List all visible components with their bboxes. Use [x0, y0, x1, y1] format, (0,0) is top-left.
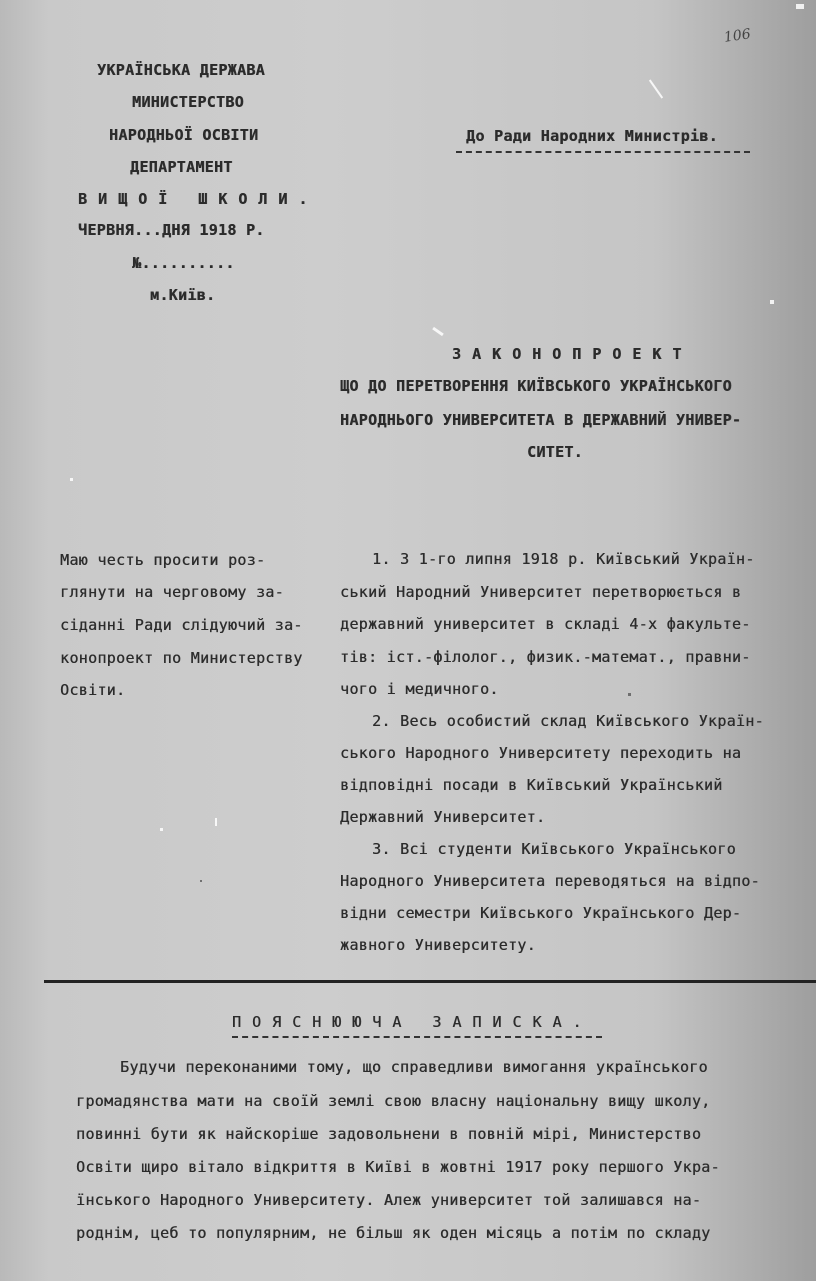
- article-line: чого і медичного.: [340, 680, 499, 698]
- addressee-underline: [456, 151, 750, 153]
- note-title-underline: [232, 1036, 602, 1038]
- scan-speck: [649, 79, 663, 98]
- article-line: ський Народний Университет перетворюється в: [340, 583, 742, 601]
- note-title: ПОЯСНЮЮЧА ЗАПИСКА.: [232, 1013, 593, 1031]
- bill-subtitle-line: НАРОДНЬОГО УНИВЕРСИТЕТА В ДЕРЖАВНИЙ УНИВЕР-: [340, 411, 742, 429]
- scan-speck: [200, 880, 202, 882]
- article-line: жавного Университету.: [340, 936, 536, 954]
- note-line: повинні бути як найскоріше задовольнени в повній мірі, Министерство: [76, 1125, 702, 1143]
- bill-subtitle-line: ЩО ДО ПЕРЕТВОРЕННЯ КИЇВСЬКОГО УКРАЇНСЬКОГО: [340, 377, 732, 395]
- request-line: Освіти.: [60, 681, 126, 699]
- bill-subtitle-line: СИТЕТ.: [527, 443, 583, 461]
- article-line: 1. З 1-го липня 1918 р. Київський Україн-: [372, 550, 755, 568]
- header-line-number: №..........: [132, 254, 235, 272]
- scan-speck: [796, 4, 804, 9]
- scan-speck: [628, 693, 631, 696]
- article-line: Державний Университет.: [340, 808, 546, 826]
- article-line: Народного Университета переводяться на відпо-: [340, 872, 760, 890]
- note-line: громадянства мати на своїй землі свою власну національну вищу школу,: [76, 1092, 711, 1110]
- scan-speck: [160, 828, 163, 831]
- request-line: Маю честь просити роз-: [60, 551, 266, 569]
- scan-speck: [770, 300, 774, 304]
- note-line: Будучи переконаними тому, що справедливи вимогання українського: [120, 1058, 708, 1076]
- note-line: їнського Народного Университету. Алеж университет той залишався на-: [76, 1191, 702, 1209]
- article-line: тів: іст.-філолог., физик.-матемaт., правни-: [340, 648, 751, 666]
- note-line: роднім, цеб то популярним, не більш як оден місяць а потім по складу: [76, 1224, 711, 1242]
- header-line-school: ВИЩОЇ ШКОЛИ.: [78, 190, 319, 208]
- request-line: сіданні Ради слідуючий за-: [60, 616, 303, 634]
- header-line-ministry: МИНИСТЕРСТВО: [132, 93, 244, 111]
- addressee: До Ради Народних Министрів.: [466, 127, 718, 145]
- article-line: відповідні посади в Київський Український: [340, 776, 723, 794]
- scan-speck: [215, 818, 217, 826]
- scan-speck: [432, 327, 444, 336]
- request-line: глянути на черговому за-: [60, 583, 284, 601]
- article-line: 2. Весь особистий склад Київського Україн-: [372, 712, 764, 730]
- note-line: Освіти щиро вітало відкриття в Київі в жовтні 1917 року першого Укра-: [76, 1158, 720, 1176]
- article-line: відни семестри Київського Українського Дер-: [340, 904, 742, 922]
- header-line-department: ДЕПАРТАМЕНТ: [130, 158, 233, 176]
- article-line: державний университет в складі 4-х факульте-: [340, 615, 751, 633]
- header-line-state: УКРАЇНСЬКА ДЕРЖАВА: [97, 61, 265, 79]
- header-line-city: м.Київ.: [150, 286, 216, 304]
- request-line: конопроект по Министерству: [60, 649, 303, 667]
- archive-page-mark: 106: [723, 26, 752, 46]
- section-separator: [44, 980, 816, 983]
- header-line-education: НАРОДНЬОЇ ОСВІТИ: [109, 126, 259, 144]
- bill-title: ЗАКОНОПРОЕКТ: [452, 345, 693, 363]
- article-line: ського Народного Университету переходить на: [340, 744, 742, 762]
- header-line-date: ЧЕРВНЯ...ДНЯ 1918 Р.: [78, 221, 265, 239]
- scan-speck: [70, 478, 73, 481]
- article-line: 3. Всі студенти Київського Українського: [372, 840, 736, 858]
